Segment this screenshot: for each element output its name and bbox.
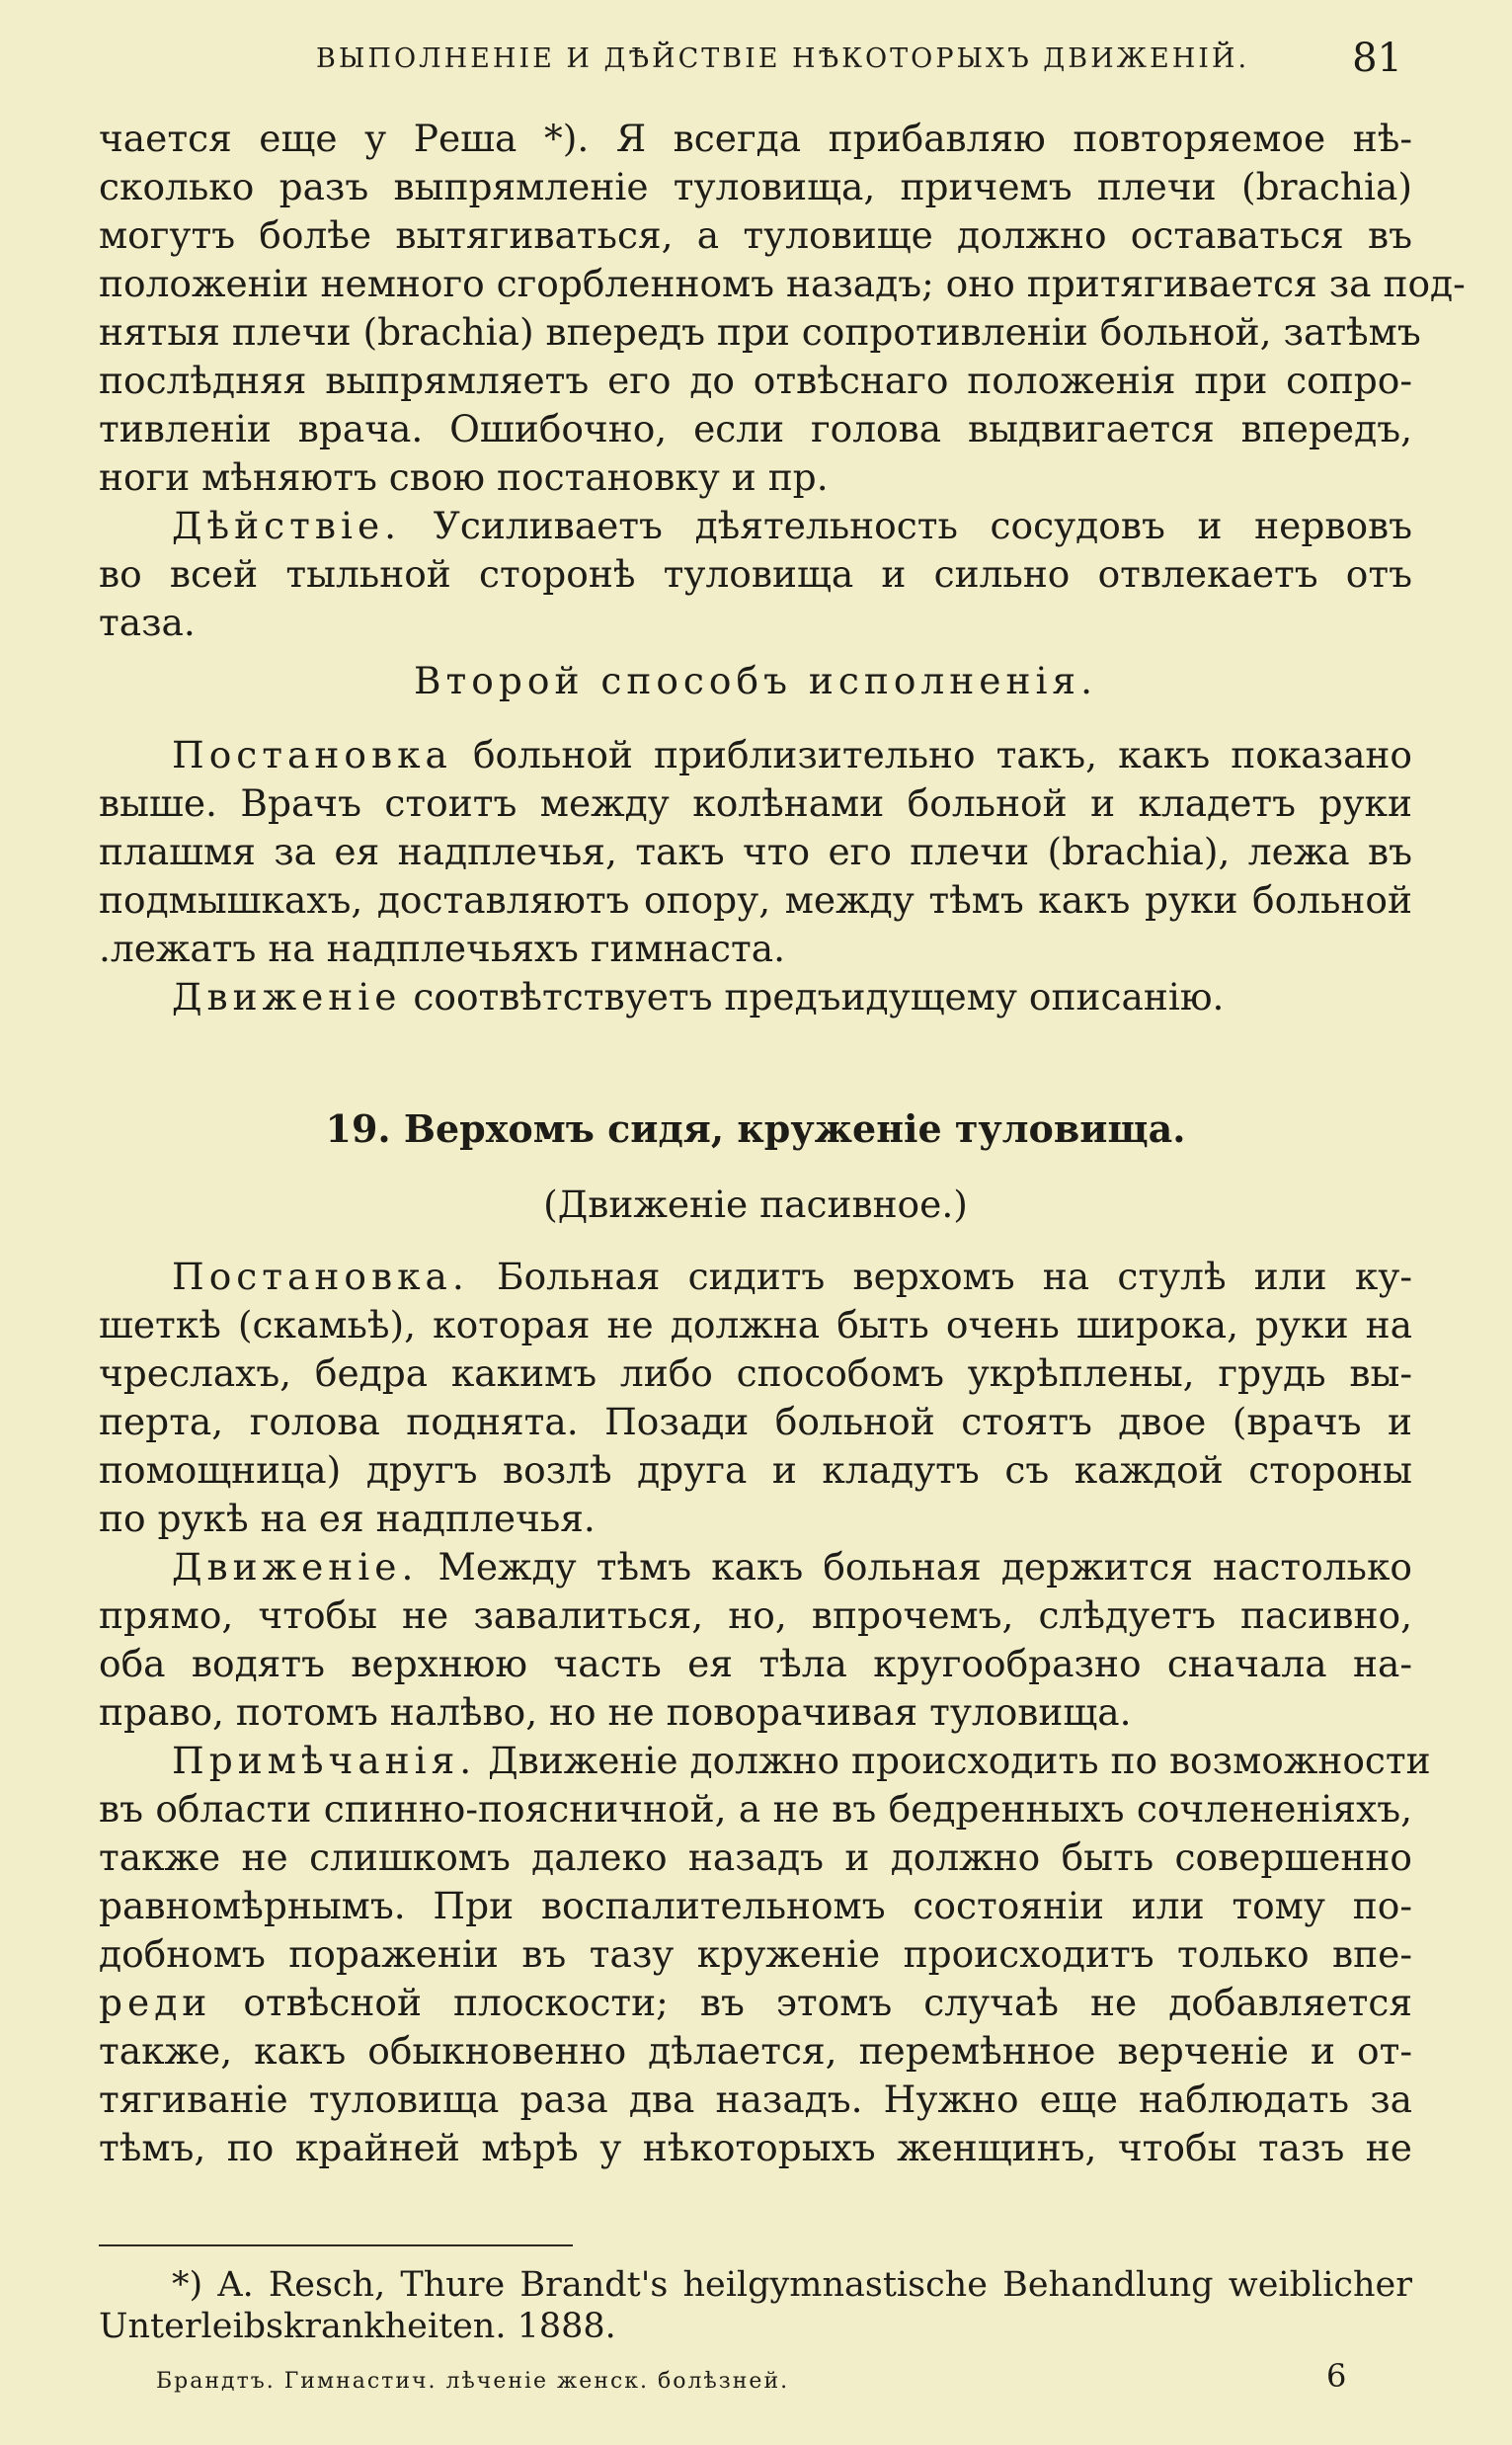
paragraph-label: Постановка. (172, 1255, 469, 1298)
text-line (99, 731, 1412, 779)
text-run: Усиливаетъ дѣятельность сосудовъ и нервовъ (433, 504, 1412, 547)
text-line: въ области спинно-поясничной, а не въ бедренныхъ сочлененіяхъ, (99, 1787, 1412, 1831)
text-line: выше. Врачъ стоитъ между колѣнами больной и кладетъ руки (99, 781, 1412, 825)
text-line: также, какъ обыкновенно дѣлается, перемѣнное верченіе и от- (99, 2029, 1412, 2073)
text-line: тѣмъ, по крайней мѣрѣ у нѣкоторыхъ женщинъ, чтобы тазъ не (99, 2126, 1412, 2169)
text-line: подмышкахъ, доставляютъ опору, между тѣмъ какъ руки больной (99, 878, 1412, 922)
subsection-heading: Второй способъ исполненія. (413, 659, 1098, 702)
paragraph-label: Постановка (172, 733, 452, 776)
footnote-divider (99, 2244, 573, 2246)
text-run: отвѣсной плоскости; въ этомъ случаѣ не добавляется (243, 1981, 1413, 2024)
text-line: чреслахъ, бедра какимъ либо способомъ укрѣплены, грудь вы- (99, 1351, 1412, 1395)
section-subheading: (Движеніе пасивное.) (543, 1182, 968, 1226)
text-line: также не слишкомъ далеко назадъ и должно быть совершенно (99, 1835, 1412, 1879)
text-line: во всей тыльной сторонѣ туловища и сильно отвлекаетъ отъ (99, 552, 1412, 596)
text-line: тивленіи врача. Ошибочно, если голова выдвигается впередъ, (99, 407, 1412, 450)
text-line (99, 1253, 1412, 1301)
text-line: помощница) другъ возлѣ друга и кладутъ съ каждой стороны (99, 1448, 1412, 1492)
footnote-line: Unterleibskrankheiten. 1888. (99, 2307, 616, 2346)
running-head (99, 36, 1402, 85)
text-run: Между тѣмъ какъ больная держится настолько (438, 1545, 1412, 1589)
paragraph-label: Движеніе. (172, 1545, 419, 1589)
footnote-line: *) A. Resch, Thure Brandt's heilgymnastische Behandlung weiblicher (172, 2265, 1412, 2305)
text-line: оба водятъ верхнюю часть ея тѣла кругообразно сначала на- (99, 1642, 1412, 1685)
text-line: ноги мѣняютъ свою постановку и пр. (99, 455, 829, 499)
paragraph-label: Дѣйствіе. (172, 504, 402, 547)
body-text (99, 115, 1466, 2172)
text-line: нятыя плечи (brachia) впередъ при сопротивленіи больной, затѣмъ (99, 310, 1421, 354)
text-line: сколько разъ выпрямленіе туловища, причемъ плечи (brachia) (99, 165, 1412, 208)
page-number: 81 (1352, 36, 1402, 81)
text-line (99, 1979, 1412, 2027)
text-line: шеткѣ (скамьѣ), которая не должна быть очень широка, руки на (99, 1303, 1412, 1346)
text-line: плашмя за ея надплечья, такъ что его плечи (brachia), лежа въ (99, 830, 1412, 873)
text-line: прямо, чтобы не завалиться, но, впрочемъ, слѣдуетъ пасивно, (99, 1593, 1412, 1637)
text-run: Движеніе должно происходить по возможности (488, 1739, 1431, 1782)
paragraph-label: Движеніе (172, 975, 402, 1019)
text-line: по рукѣ на ея надплечья. (99, 1497, 596, 1540)
text-line: послѣдняя выпрямляетъ его до отвѣснаго положенія при сопро- (99, 359, 1412, 402)
text-run: соотвѣтствуетъ предъидущему описанію. (413, 975, 1225, 1019)
footnote (99, 2264, 1412, 2347)
text-line: положеніи немного сгорбленномъ назадъ; оно притягивается за под- (99, 262, 1466, 305)
text-run: Больная сидитъ верхомъ на стулѣ или ку- (497, 1255, 1412, 1298)
text-line: равномѣрнымъ. При воспалительномъ состояніи или тому по- (99, 1884, 1412, 1927)
emphasized-word: реди (99, 1981, 212, 2024)
text-line (99, 1737, 1431, 1785)
text-line: могутъ болѣе вытягиваться, а туловище должно оставаться въ (99, 213, 1412, 257)
printer-signature: Брандтъ. Гимнастич. лѣченіе женск. болѣзней. (156, 2369, 790, 2394)
section-heading: 19. Верхомъ сидя, круженіе туловища. (325, 1106, 1186, 1151)
text-line: тягиваніе туловища раза два назадъ. Нужно еще наблюдать за (99, 2078, 1412, 2121)
paragraph-label: Примѣчанія. (172, 1739, 477, 1782)
text-line (99, 502, 1412, 550)
text-line: таза. (99, 601, 196, 644)
sheet-number: 6 (1326, 2357, 1347, 2395)
text-line: добномъ пораженіи въ тазу круженіе происходитъ только впе- (99, 1932, 1412, 1976)
text-line: .лежатъ на надплечьяхъ гимнаста. (99, 927, 786, 970)
running-title: ВЫПОЛНЕНІЕ И ДѢЙСТВІЕ НѢКОТОРЫХЪ ДВИЖЕНІЙ. (316, 43, 1250, 74)
text-line: перта, голова поднята. Позади больной стоятъ двое (врачъ и (99, 1400, 1412, 1443)
text-line: чается еще у Реша *). Я всегда прибавляю повторяемое нѣ- (99, 117, 1412, 160)
text-line (99, 973, 1412, 1021)
text-line (99, 1543, 1412, 1591)
text-line: право, потомъ налѣво, но не поворачивая туловища. (99, 1690, 1132, 1734)
text-run: больной приблизительно такъ, какъ показано (472, 733, 1413, 776)
